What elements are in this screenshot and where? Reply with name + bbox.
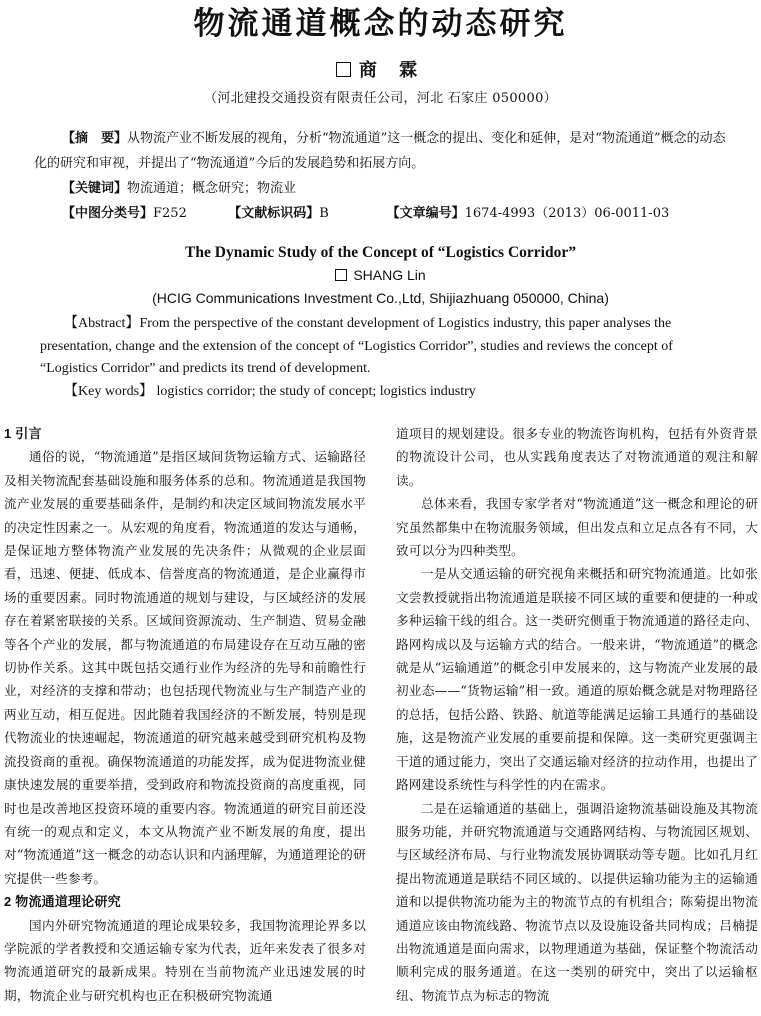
right-column bbox=[396, 422, 758, 1007]
paper-title: 物流通道概念的动态研究 bbox=[193, 6, 568, 42]
doc-code-value: B bbox=[319, 206, 329, 221]
left-column bbox=[4, 422, 366, 1007]
keywords-cn-text: 物流通道；概念研究；物流业 bbox=[127, 181, 297, 196]
checkbox-square-icon bbox=[336, 62, 351, 77]
section-2-paragraph: 国内外研究物流通道的理论成果较多，我国物流理论界多以学院派的学者教授和交通运输专家为代表，近年来发表了很多对物流通道研究的最新成果。特别在当前物流产业迅速发展的时期，物流企业与研究机构也正在积极研究物流通 bbox=[4, 917, 366, 1003]
article-number-label: 【文章编号】 bbox=[386, 206, 465, 221]
section-1-heading: 1 引言 bbox=[4, 426, 42, 441]
body-paragraph: 一是从交通运输的研究视角来概括和研究物流通道。比如张文尝教授就指出物流通道是联接不同区域的重要和便捷的一种或多种运输干线的组合。这一类研究侧重于物流通道的路径走向、路网构成以及与运输方式的结合。一般来讲，“物流通道”的概念就是从“运输通道”的概念引申发展来的，这与物流产业发展的最初业态——“货物运输”相一致。通道的原始概念就是对物理路径的总括，包括公路、铁路、航道等能满足运输工具通行的基础设施，这是物流产业发展的重要前提和保障。这一类研究更强调主干道的通过能力，突出了交通运输对经济的拉动作用，也提出了路网建设系统性与科学性的内在需求。 bbox=[396, 566, 758, 793]
author-name: 商 霖 bbox=[358, 60, 426, 81]
english-abstract-block bbox=[40, 313, 732, 403]
keywords-cn bbox=[34, 176, 726, 201]
affiliation: （河北建投交通投资有限责任公司，河北 石家庄 050000） bbox=[204, 91, 557, 106]
abstract-cn-label: 【摘 要】 bbox=[62, 131, 128, 146]
checkbox-square-icon bbox=[335, 269, 347, 281]
english-keywords-text: logistics corridor; the study of concept; logistics industry bbox=[156, 383, 476, 399]
section-1-paragraph: 通俗的说，“物流通道”是指区域间货物运输方式、运输路径及相关物流配套基础设施和服务体系的总和。物流通道是我国物流产业发展的重要基础条件，是制约和决定区域间物流发展水平的决定性因素之一。从宏观的角度看，物流通道的发达与通畅，是保证地方整体物流产业发展的先决条件；从微观的企业层面看，迅速、便捷、低成本、信誉度高的物流通道，是企业赢得市场的重要因素。同时物流通道的规划与建设，与区域经济的发展存在着紧密联接的关系。区域间资源流动、生产制造、贸易金融等各个产业的发展，都与物流通道的布局建设存在互动互融的密切协作关系。这其中既包括交通行业作为经济的先导和前瞻性行业，对经济的支撑和带动；也包括现代物流业与生产制造产业的两业互动，相互促进。因此随着我国经济的不断发展，特别是现代物流业的快速崛起，物流通道的研究越来越受到研究机构及物流投资商的重视。确保物流通道的功能发挥，成为促进物流业健康快速发展的重要举措，受到政府和物流投资商的高度重视，同时也是改善地区投资环境的重要内容。物流通道的研究目前还没有统一的观点和定义，本文从物流产业不断发展的角度，提出对“物流通道”这一概念的动态认识和内涵理解，为通道理论的研究提供一些参考。 bbox=[4, 449, 366, 886]
abstract-cn-text: 从物流产业不断发展的视角，分析“物流通道”这一概念的提出、变化和延伸，是对“物流通道”概念的动态化的研究和审视，并提出了“物流通道”今后的发展趋势和拓展方向。 bbox=[34, 131, 726, 171]
section-2-heading: 2 物流通道理论研究 bbox=[4, 894, 121, 910]
english-affiliation: (HCIG Communications Investment Co.,Ltd, Shijiazhuang 050000, China) bbox=[152, 290, 609, 306]
english-title: The Dynamic Study of the Concept of “Logistics Corridor” bbox=[185, 244, 576, 261]
chinese-abstract-block bbox=[34, 126, 726, 226]
english-author-line bbox=[0, 267, 761, 283]
abstract-cn bbox=[34, 126, 726, 176]
english-author: SHANG Lin bbox=[353, 267, 426, 283]
english-keywords-label: 【Key words】 bbox=[64, 383, 154, 399]
clc-value: F252 bbox=[153, 206, 187, 221]
article-number-value: 1674-4993（2013）06-0011-03 bbox=[464, 206, 670, 221]
continued-paragraph: 道项目的规划建设。很多专业的物流咨询机构，包括有外资背景的物流设计公司，也从实践角度表达了对物流通道的观注和解读。 bbox=[396, 426, 758, 488]
body-paragraph: 总体来看，我国专家学者对“物流通道”这一概念和理论的研究虽然都集中在物流服务领域，但出发点和立足点各有不同，大致可以分为四种类型。 bbox=[396, 496, 758, 559]
english-abstract-label: 【Abstract】 bbox=[64, 316, 140, 331]
english-keywords bbox=[40, 381, 732, 404]
keywords-cn-label: 【关键词】 bbox=[62, 181, 128, 196]
clc-label: 【中图分类号】 bbox=[62, 206, 154, 221]
body-paragraph: 二是在运输通道的基础上，强调沿途物流基础设施及其物流服务功能，并研究物流通道与交通路网结构、与物流园区规划、与区域经济布局、与行业物流发展协调联动等专题。比如孔月红提出物流通道是联结不同区域的、以提供运输功能为主的运输通道和以提供物流功能为主的物流节点的有机组合；陈菊提出物流通道应该由物流线路、物流节点以及设施设备共同构成；吕楠提出物流通道是面向需求，以物理通道为基础，保证整个物流活动顺利完成的服务通道。在这一类别的研究中，突出了以运输枢纽、物流节点为标志的物流 bbox=[396, 800, 758, 1003]
english-abstract bbox=[40, 313, 732, 381]
doc-code-label: 【文献标识码】 bbox=[228, 206, 320, 221]
author-line bbox=[0, 56, 761, 82]
classification-row bbox=[34, 201, 726, 226]
english-abstract-text: From the perspective of the constant development of Logistics industry, this paper analyses the presentation, change and the extension of the concept of “Logistics Corridor”, studies and reviews the concept of “Logistics Corridor” and predicts its trend of development. bbox=[40, 316, 673, 376]
